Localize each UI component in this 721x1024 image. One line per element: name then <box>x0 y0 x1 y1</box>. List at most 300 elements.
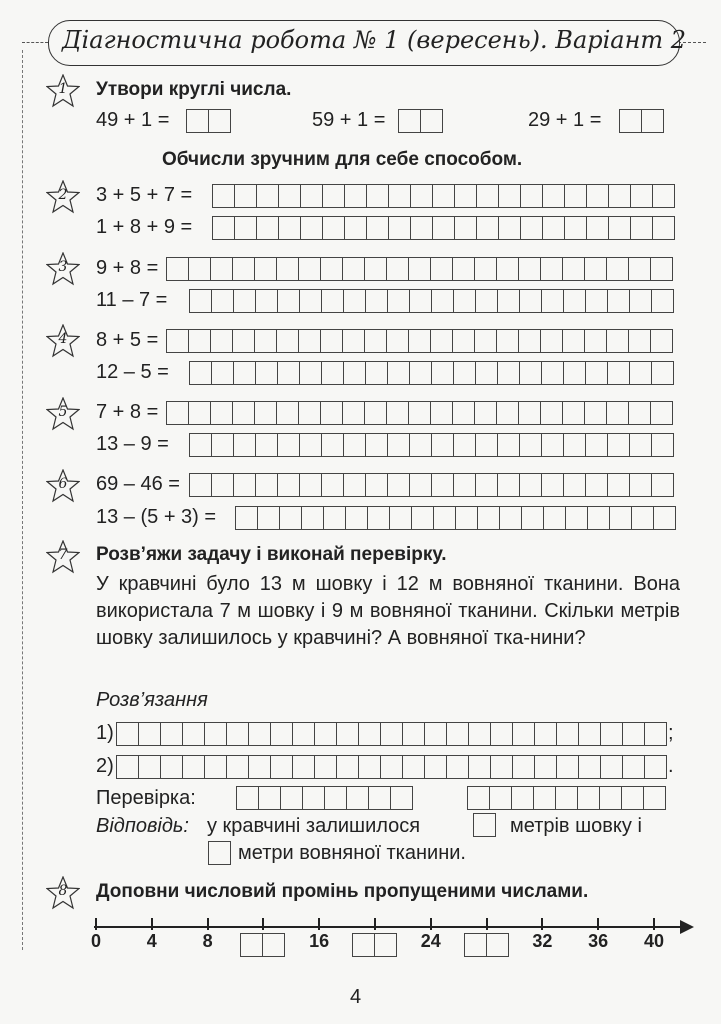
answer-cell[interactable] <box>255 258 277 280</box>
answer-cell[interactable] <box>586 290 608 312</box>
answer-cell[interactable] <box>388 434 410 456</box>
answer-cell[interactable] <box>453 330 475 352</box>
answer-cell[interactable] <box>490 787 512 809</box>
answer-cell[interactable] <box>277 330 299 352</box>
answer-cell[interactable] <box>345 217 367 239</box>
answer-cell[interactable] <box>344 474 366 496</box>
answer-cell[interactable] <box>189 330 211 352</box>
answer-cell[interactable] <box>469 756 491 778</box>
answer-cell[interactable] <box>455 217 477 239</box>
answer-cell[interactable] <box>453 258 475 280</box>
answer-cell[interactable] <box>586 434 608 456</box>
answer-cell[interactable] <box>277 258 299 280</box>
answer-cell[interactable] <box>190 474 212 496</box>
answer-cell[interactable] <box>543 217 565 239</box>
answer-cell[interactable] <box>293 756 315 778</box>
answer-cell[interactable] <box>161 723 183 745</box>
answer-cell[interactable] <box>630 362 652 384</box>
answer-cell[interactable] <box>541 330 563 352</box>
answer-cell[interactable] <box>323 217 345 239</box>
answer-cell[interactable] <box>565 185 587 207</box>
answer-cell[interactable] <box>323 185 345 207</box>
answer-cell[interactable] <box>566 507 588 529</box>
answer-cell[interactable] <box>366 474 388 496</box>
answer-cell[interactable] <box>278 290 300 312</box>
answer-cell[interactable] <box>189 402 211 424</box>
answer-cell[interactable] <box>235 217 257 239</box>
answer-cell[interactable] <box>579 756 601 778</box>
answer-cell[interactable] <box>278 474 300 496</box>
answer-cell[interactable] <box>293 723 315 745</box>
answer-cell[interactable] <box>607 330 629 352</box>
answer-cell[interactable] <box>300 474 322 496</box>
answer-cell[interactable] <box>521 185 543 207</box>
answer-cell[interactable] <box>409 258 431 280</box>
answer-cell[interactable] <box>629 258 651 280</box>
answer-cell[interactable] <box>520 362 542 384</box>
answer-cell[interactable] <box>117 756 139 778</box>
answer-cell[interactable] <box>322 290 344 312</box>
answer-cell[interactable] <box>300 434 322 456</box>
answer-cell[interactable] <box>498 290 520 312</box>
answer-cell[interactable] <box>271 756 293 778</box>
answer-cell[interactable] <box>477 185 499 207</box>
answer-cell[interactable] <box>279 185 301 207</box>
answer-cell[interactable] <box>344 362 366 384</box>
answer-cell[interactable] <box>585 258 607 280</box>
answer-cell[interactable] <box>167 330 189 352</box>
answer-cell[interactable] <box>205 756 227 778</box>
answer-cell[interactable] <box>425 723 447 745</box>
answer-cell[interactable] <box>477 217 499 239</box>
answer-cell[interactable] <box>556 787 578 809</box>
answer-cell[interactable] <box>563 402 585 424</box>
answer-cell[interactable] <box>468 787 490 809</box>
answer-cell[interactable] <box>542 474 564 496</box>
answer-cell[interactable] <box>564 434 586 456</box>
answer-cell[interactable] <box>303 787 325 809</box>
answer-cell[interactable] <box>498 434 520 456</box>
answer-cell[interactable] <box>563 330 585 352</box>
answer-cell[interactable] <box>403 756 425 778</box>
answer-cell[interactable] <box>432 362 454 384</box>
answer-cell[interactable] <box>542 290 564 312</box>
answer-cell[interactable] <box>281 787 303 809</box>
answer-cell[interactable] <box>366 434 388 456</box>
answer-cell[interactable] <box>391 787 413 809</box>
answer-cell[interactable] <box>476 474 498 496</box>
answer-cell[interactable] <box>212 434 234 456</box>
answer-cell[interactable] <box>410 474 432 496</box>
answer-cell[interactable] <box>522 507 544 529</box>
answer-cell[interactable] <box>213 217 235 239</box>
answer-cell[interactable] <box>258 507 280 529</box>
answer-cell[interactable] <box>381 723 403 745</box>
answer-cell[interactable] <box>212 474 234 496</box>
answer-cell[interactable] <box>257 185 279 207</box>
answer-cell[interactable] <box>257 217 279 239</box>
answer-cell[interactable] <box>183 756 205 778</box>
answer-cell[interactable] <box>651 402 673 424</box>
answer-cell[interactable] <box>213 185 235 207</box>
answer-cell[interactable] <box>299 258 321 280</box>
answer-cell[interactable] <box>623 756 645 778</box>
answer-cell[interactable] <box>278 434 300 456</box>
answer-cell[interactable] <box>410 362 432 384</box>
answer-cell[interactable] <box>365 330 387 352</box>
answer-boxes[interactable] <box>189 361 674 385</box>
answer-cell[interactable] <box>654 507 676 529</box>
answer-cell[interactable] <box>652 362 674 384</box>
answer-boxes[interactable] <box>166 329 673 353</box>
answer-cell[interactable] <box>432 290 454 312</box>
answer-cell[interactable] <box>645 756 667 778</box>
answer-cell[interactable] <box>410 290 432 312</box>
answer-cell[interactable] <box>608 474 630 496</box>
answer-cell[interactable] <box>366 362 388 384</box>
answer-cell[interactable] <box>278 362 300 384</box>
answer-cell[interactable] <box>629 402 651 424</box>
answer-cell[interactable] <box>447 723 469 745</box>
answer-cell[interactable] <box>645 723 667 745</box>
answer-cell[interactable] <box>390 507 412 529</box>
answer-cell[interactable] <box>521 217 543 239</box>
answer-cell[interactable] <box>432 474 454 496</box>
answer-cell[interactable] <box>388 290 410 312</box>
answer-cell[interactable] <box>388 474 410 496</box>
answer-cell[interactable] <box>227 756 249 778</box>
answer-cell[interactable] <box>235 185 257 207</box>
answer-cell[interactable] <box>190 362 212 384</box>
answer-cell[interactable] <box>631 217 653 239</box>
answer-cell[interactable] <box>651 330 673 352</box>
answer-cell[interactable] <box>453 402 475 424</box>
answer-cell[interactable] <box>500 507 522 529</box>
answer-cell[interactable] <box>367 217 389 239</box>
answer-cell[interactable] <box>519 258 541 280</box>
answer-cell[interactable] <box>651 258 673 280</box>
answer-cell[interactable] <box>322 434 344 456</box>
answer-cell[interactable] <box>227 723 249 745</box>
answer-cell[interactable] <box>475 330 497 352</box>
answer-cell[interactable] <box>279 217 301 239</box>
answer-boxes[interactable] <box>116 722 667 746</box>
answer-cell[interactable] <box>653 217 675 239</box>
answer-cell[interactable] <box>161 756 183 778</box>
answer-cell[interactable] <box>299 402 321 424</box>
answer-cell[interactable] <box>535 723 557 745</box>
answer-cell[interactable] <box>652 290 674 312</box>
answer-cell[interactable] <box>234 362 256 384</box>
answer-cell[interactable] <box>519 402 541 424</box>
answer-cell[interactable] <box>434 507 456 529</box>
answer-cell[interactable] <box>409 330 431 352</box>
answer-cell[interactable] <box>322 362 344 384</box>
answer-cell[interactable] <box>454 290 476 312</box>
answer-cell[interactable] <box>301 185 323 207</box>
answer-cell[interactable] <box>359 723 381 745</box>
answer-cell[interactable] <box>608 362 630 384</box>
answer-cell[interactable] <box>498 474 520 496</box>
answer-cell[interactable] <box>369 787 391 809</box>
answer-cell[interactable] <box>433 185 455 207</box>
answer-cell[interactable] <box>541 402 563 424</box>
answer-cell[interactable] <box>388 362 410 384</box>
answer-cell[interactable] <box>586 362 608 384</box>
answer-cell[interactable] <box>447 756 469 778</box>
answer-cell[interactable] <box>365 402 387 424</box>
answer-cell[interactable] <box>476 362 498 384</box>
answer-cell[interactable] <box>564 362 586 384</box>
answer-cell[interactable] <box>337 756 359 778</box>
answer-cell[interactable] <box>325 787 347 809</box>
answer-cell[interactable] <box>565 217 587 239</box>
answer-cell[interactable] <box>454 362 476 384</box>
answer-cell[interactable] <box>535 756 557 778</box>
answer-cell[interactable] <box>300 362 322 384</box>
answer-cell[interactable] <box>601 723 623 745</box>
answer-cell[interactable] <box>344 290 366 312</box>
answer-cell[interactable] <box>610 507 632 529</box>
answer-cell[interactable] <box>609 185 631 207</box>
answer-cell[interactable] <box>256 434 278 456</box>
answer-cell[interactable] <box>183 723 205 745</box>
answer-cell[interactable] <box>563 258 585 280</box>
answer-cell[interactable] <box>513 723 535 745</box>
answer-cell[interactable] <box>233 330 255 352</box>
check-boxes-left[interactable] <box>236 786 413 810</box>
answer-cell[interactable] <box>280 507 302 529</box>
answer-cell[interactable] <box>233 258 255 280</box>
answer-cell[interactable] <box>343 402 365 424</box>
answer-cell[interactable] <box>542 434 564 456</box>
answer-cell[interactable] <box>497 402 519 424</box>
answer-cell[interactable] <box>234 290 256 312</box>
answer-cell[interactable] <box>409 402 431 424</box>
answer-cell[interactable] <box>365 258 387 280</box>
answer-cell[interactable] <box>513 756 535 778</box>
answer-cell[interactable] <box>454 434 476 456</box>
answer-cell[interactable] <box>544 507 566 529</box>
answer-cell[interactable] <box>623 723 645 745</box>
answer-cell[interactable] <box>630 474 652 496</box>
answer-cell[interactable] <box>497 330 519 352</box>
answer-cell[interactable] <box>322 474 344 496</box>
answer-cell[interactable] <box>432 434 454 456</box>
answer-cell[interactable] <box>271 723 293 745</box>
answer-cell[interactable] <box>609 217 631 239</box>
answer-cell[interactable] <box>359 756 381 778</box>
answer-cell[interactable] <box>578 787 600 809</box>
answer-cell[interactable] <box>587 185 609 207</box>
answer-cell[interactable] <box>579 723 601 745</box>
answer-cell[interactable] <box>256 474 278 496</box>
answer-cell[interactable] <box>630 290 652 312</box>
answer-cell[interactable] <box>387 402 409 424</box>
answer-cell[interactable] <box>249 723 271 745</box>
answer-cell[interactable] <box>632 507 654 529</box>
answer-cell[interactable] <box>497 258 519 280</box>
answer-cell[interactable] <box>347 787 369 809</box>
answer-cell[interactable] <box>476 434 498 456</box>
answer-cell[interactable] <box>381 756 403 778</box>
answer-boxes[interactable] <box>116 755 667 779</box>
answer-cell[interactable] <box>343 258 365 280</box>
answer-cell[interactable] <box>455 185 477 207</box>
missing-number-boxes[interactable] <box>352 933 397 957</box>
answer-cell[interactable] <box>117 723 139 745</box>
answer-cell[interactable] <box>212 362 234 384</box>
answer-cell[interactable] <box>256 290 278 312</box>
answer-cell[interactable] <box>652 474 674 496</box>
answer-cell[interactable] <box>236 507 258 529</box>
answer-cell[interactable] <box>211 330 233 352</box>
answer-boxes[interactable] <box>189 289 674 313</box>
answer-cell[interactable] <box>652 434 674 456</box>
answer-boxes[interactable] <box>212 216 675 240</box>
answer-cell[interactable] <box>433 217 455 239</box>
answer-cell[interactable] <box>622 787 644 809</box>
answer-cell[interactable] <box>425 756 447 778</box>
answer-cell[interactable] <box>345 185 367 207</box>
answer-cell[interactable] <box>139 723 161 745</box>
answer-cell[interactable] <box>344 434 366 456</box>
answer-cell[interactable] <box>585 402 607 424</box>
answer-cell[interactable] <box>368 507 390 529</box>
answer-boxes[interactable] <box>235 506 676 530</box>
answer-cell[interactable] <box>403 723 425 745</box>
answer-cell[interactable] <box>588 507 610 529</box>
answer-cell[interactable] <box>387 258 409 280</box>
answer-boxes[interactable] <box>166 257 673 281</box>
answer-cell[interactable] <box>498 362 520 384</box>
answer-cell[interactable] <box>431 330 453 352</box>
answer-cell[interactable] <box>600 787 622 809</box>
answer-cell[interactable] <box>431 258 453 280</box>
answer-cell[interactable] <box>190 290 212 312</box>
answer-boxes[interactable] <box>186 109 231 133</box>
answer-cell[interactable] <box>519 330 541 352</box>
answer-cell[interactable] <box>237 787 259 809</box>
answer-cell[interactable] <box>277 402 299 424</box>
answer-boxes[interactable] <box>189 473 674 497</box>
answer-cell[interactable] <box>499 185 521 207</box>
answer-cell[interactable] <box>608 434 630 456</box>
answer-cell[interactable] <box>543 185 565 207</box>
answer-cell[interactable] <box>321 330 343 352</box>
answer-cell[interactable] <box>299 330 321 352</box>
check-boxes-right[interactable] <box>467 786 666 810</box>
answer-cell[interactable] <box>337 723 359 745</box>
answer-cell[interactable] <box>469 723 491 745</box>
answer-cell[interactable] <box>541 258 563 280</box>
answer-cell[interactable] <box>491 723 513 745</box>
answer-cell[interactable] <box>475 402 497 424</box>
answer-cell[interactable] <box>585 330 607 352</box>
answer-cell[interactable] <box>520 434 542 456</box>
answer-cell[interactable] <box>586 474 608 496</box>
answer-cell[interactable] <box>412 507 434 529</box>
answer-cell[interactable] <box>367 185 389 207</box>
answer-cell[interactable] <box>321 258 343 280</box>
answer-cell[interactable] <box>542 362 564 384</box>
answer-cell[interactable] <box>534 787 556 809</box>
answer-cell[interactable] <box>653 185 675 207</box>
answer-cell[interactable] <box>315 756 337 778</box>
answer-cell[interactable] <box>557 723 579 745</box>
answer-cell[interactable] <box>167 258 189 280</box>
answer-box-silk[interactable] <box>473 813 496 837</box>
answer-cell[interactable] <box>211 402 233 424</box>
answer-cell[interactable] <box>255 402 277 424</box>
answer-cell[interactable] <box>321 402 343 424</box>
answer-boxes[interactable] <box>212 184 675 208</box>
answer-cell[interactable] <box>387 330 409 352</box>
answer-boxes[interactable] <box>189 433 674 457</box>
answer-cell[interactable] <box>499 217 521 239</box>
answer-cell[interactable] <box>491 756 513 778</box>
missing-number-boxes[interactable] <box>464 933 509 957</box>
answer-cell[interactable] <box>476 290 498 312</box>
answer-cell[interactable] <box>324 507 346 529</box>
answer-boxes[interactable] <box>619 109 664 133</box>
answer-cell[interactable] <box>478 507 500 529</box>
answer-cell[interactable] <box>475 258 497 280</box>
answer-cell[interactable] <box>607 258 629 280</box>
answer-cell[interactable] <box>366 290 388 312</box>
answer-cell[interactable] <box>564 474 586 496</box>
answer-cell[interactable] <box>630 434 652 456</box>
answer-cell[interactable] <box>167 402 189 424</box>
answer-cell[interactable] <box>389 217 411 239</box>
answer-cell[interactable] <box>255 330 277 352</box>
answer-cell[interactable] <box>601 756 623 778</box>
answer-cell[interactable] <box>205 723 227 745</box>
answer-cell[interactable] <box>512 787 534 809</box>
answer-cell[interactable] <box>389 185 411 207</box>
answer-cell[interactable] <box>234 434 256 456</box>
answer-cell[interactable] <box>629 330 651 352</box>
answer-cell[interactable] <box>411 185 433 207</box>
answer-cell[interactable] <box>190 434 212 456</box>
answer-cell[interactable] <box>300 290 322 312</box>
answer-cell[interactable] <box>608 290 630 312</box>
answer-boxes[interactable] <box>398 109 443 133</box>
answer-cell[interactable] <box>411 217 433 239</box>
answer-cell[interactable] <box>607 402 629 424</box>
answer-cell[interactable] <box>189 258 211 280</box>
answer-cell[interactable] <box>410 434 432 456</box>
answer-box-wool[interactable] <box>208 841 231 865</box>
answer-cell[interactable] <box>139 756 161 778</box>
answer-cell[interactable] <box>431 402 453 424</box>
answer-cell[interactable] <box>587 217 609 239</box>
answer-cell[interactable] <box>520 474 542 496</box>
answer-cell[interactable] <box>343 330 365 352</box>
answer-cell[interactable] <box>256 362 278 384</box>
answer-cell[interactable] <box>557 756 579 778</box>
answer-cell[interactable] <box>259 787 281 809</box>
answer-cell[interactable] <box>212 290 234 312</box>
answer-boxes[interactable] <box>166 401 673 425</box>
answer-cell[interactable] <box>249 756 271 778</box>
answer-cell[interactable] <box>302 507 324 529</box>
answer-cell[interactable] <box>520 290 542 312</box>
answer-cell[interactable] <box>233 402 255 424</box>
answer-cell[interactable] <box>456 507 478 529</box>
answer-cell[interactable] <box>315 723 337 745</box>
answer-cell[interactable] <box>454 474 476 496</box>
